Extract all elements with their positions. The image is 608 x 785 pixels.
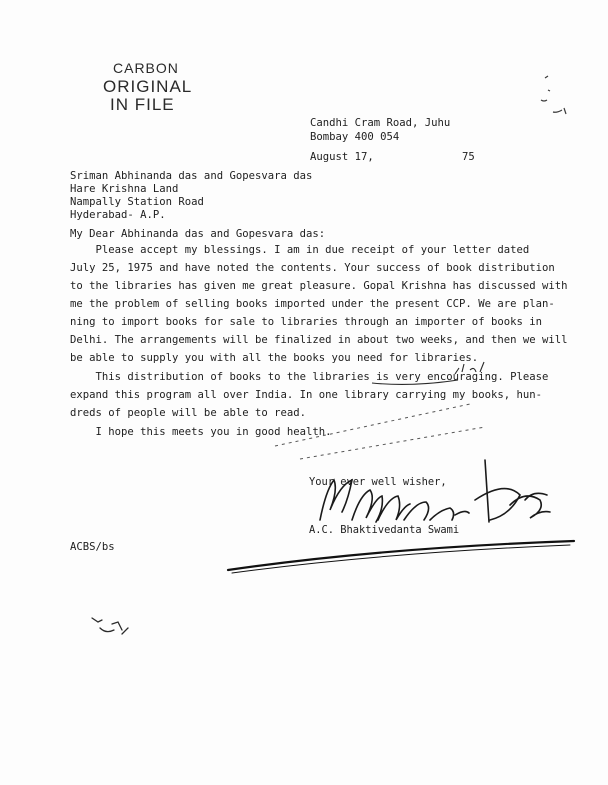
body-p1-line-6: Delhi. The arrangements will be finalized in about two weeks, and then we will xyxy=(70,334,568,346)
closing-line: Your ever well wisher, xyxy=(309,476,447,488)
corner-pen-marks xyxy=(541,76,566,114)
sender-address-line-2: Bombay 400 054 xyxy=(310,131,400,143)
body-p2-line-3: dreds of people will be able to read. xyxy=(70,407,306,419)
salutation: My Dear Abhinanda das and Gopesvara das: xyxy=(70,228,326,240)
faint-dash-strokes xyxy=(275,404,485,459)
carbon-stamp-line: CARBON xyxy=(113,60,179,76)
body-p1-line-5: ning to import books for sale to libraries through an importer of books in xyxy=(70,316,542,328)
body-p2-line-2: expand this program all over India. In one library carrying my books, hun- xyxy=(70,389,542,401)
letter-date: August 17, xyxy=(310,151,374,163)
letter-year: 75 xyxy=(462,151,475,163)
signatory-name: A.C. Bhaktivedanta Swami xyxy=(309,524,460,536)
original-stamp-line: ORIGINAL xyxy=(103,77,193,96)
margin-scribble xyxy=(372,362,484,384)
body-p3: I hope this meets you in good health. xyxy=(70,426,332,438)
body-p1-line-2: July 25, 1975 and have noted the contents. Your success of book distribution xyxy=(70,262,555,274)
handwritten-signature xyxy=(320,460,550,522)
lower-left-pen-marks xyxy=(92,618,128,634)
body-p1-line-1: Please accept my blessings. I am in due receipt of your letter dated xyxy=(70,244,530,256)
body-p1-line-4: me the problem of selling books imported under the present CCP. We are plan- xyxy=(70,298,555,310)
body-p1-line-3: to the libraries has given me great pleasure. Gopal Krishna has discussed with xyxy=(70,280,568,292)
recipient-line-4: Hyderabad- A.P. xyxy=(70,209,166,221)
reference-initials: ACBS/bs xyxy=(70,541,115,553)
signature-underline xyxy=(228,541,574,573)
in-file-stamp-line: IN FILE xyxy=(110,95,175,114)
recipient-line-3: Nampally Station Road xyxy=(70,196,204,208)
recipient-line-2: Hare Krishna Land xyxy=(70,183,179,195)
recipient-line-1: Sriman Abhinanda das and Gopesvara das xyxy=(70,170,313,182)
body-p1-line-7: be able to supply you with all the books you need for libraries. xyxy=(70,352,479,364)
body-p2-line-1: This distribution of books to the libraries is very encouraging. Please xyxy=(70,371,549,383)
sender-address-line-1: Candhi Cram Road, Juhu xyxy=(310,117,451,129)
